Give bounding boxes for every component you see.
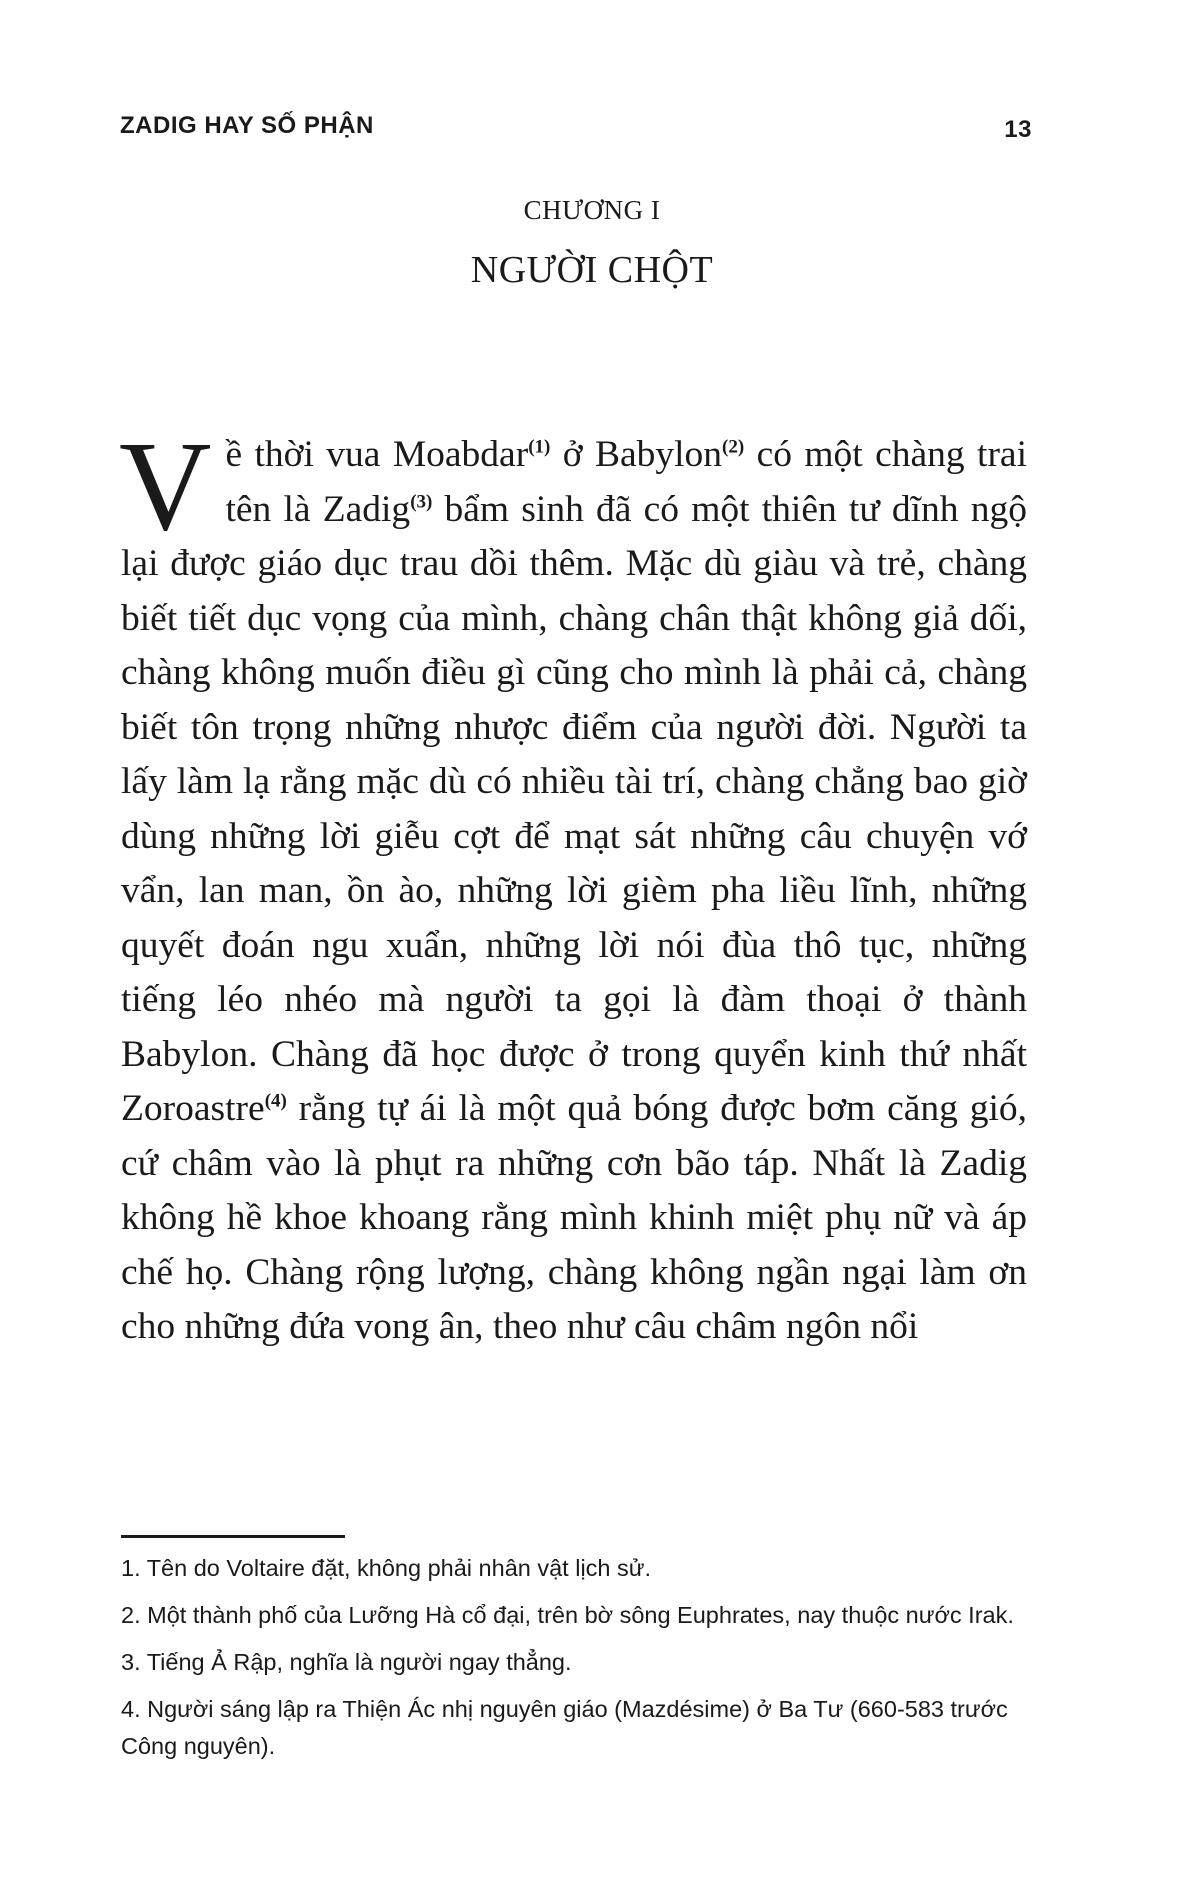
body-paragraph: [119, 415, 1027, 1355]
running-title: ZADIG HAY SỐ PHẬN: [120, 112, 374, 139]
footnote-4: 4. Người sáng lập ra Thiện Ác nhị nguyên giáo (Mazdésime) ở Ba Tư (660-583 trước Công nguyên).: [121, 1696, 1008, 1759]
body-text-segment: có một chàng trai tên là Zadig: [225, 434, 1027, 530]
running-head: [120, 100, 1032, 143]
footnotes-list: [121, 1550, 1027, 1775]
footnote-divider: [121, 1535, 345, 1538]
footnote-ref-3: (3): [410, 491, 433, 512]
footnote-ref-2: (2): [722, 436, 745, 458]
footnote-ref-4: (4): [264, 1090, 287, 1112]
body-text-segment: ề thời vua Moabdar: [225, 434, 529, 475]
footnote-3: 3. Tiếng Ả Rập, nghĩa là người ngay thẳng.: [121, 1649, 572, 1675]
body-text-segment: bẩm sinh đã có một thiên tư dĩnh ngộ lại được giáo dục trau dồi thêm. Mặc dù giàu và trẻ, chàng biết tiết dục vọng của mình, chàng chân thật không giả dối, chàng không muốn điều gì cũng cho mình là phải cả, chàng biết tôn trọng những nhược điểm của người đời. Người ta lấy làm lạ rằng mặc dù có nhiều tài trí, chàng chẳng bao giờ dùng những lời giễu cợt để mạt sát những câu chuyện vớ vẩn, lan man, ồn ào, những lời gièm pha liều lĩnh, những quyết đoán ngu xuẩn, những lời nói đùa thô tục, những tiếng léo nhéo mà người ta gọi là đàm thoại ở thành Babylon. Chàng đã học được ở trong quyển kinh thứ nhất Zoroastre: [121, 488, 1027, 1129]
chapter-label: CHƯƠNG I: [523, 195, 661, 225]
page-number: 13: [1004, 116, 1032, 143]
footnote-1: 1. Tên do Voltaire đặt, không phải nhân vật lịch sử.: [121, 1555, 652, 1581]
drop-cap: V: [119, 415, 212, 557]
footnote-ref-1: (1): [528, 436, 551, 458]
footnote-2: 2. Một thành phố của Lưỡng Hà cổ đại, trên bờ sông Euphrates, nay thuộc nước Irak.: [121, 1602, 1014, 1628]
chapter-title: NGƯỜI CHỘT: [470, 249, 714, 291]
body-text-segment: ở Babylon: [550, 434, 723, 475]
body-text-segment: rằng tự ái là một quả bóng được bơm căng gió, cứ châm vào là phụt ra những cơn bão táp. Nhất là Zadig không hề khoe khoang rằng mình khinh miệt phụ nữ và áp chế họ. Chàng rộng lượng, chàng không ngần ngại làm ơn cho những đứa vong ân, theo như câu châm ngôn nổi: [121, 1088, 1027, 1347]
